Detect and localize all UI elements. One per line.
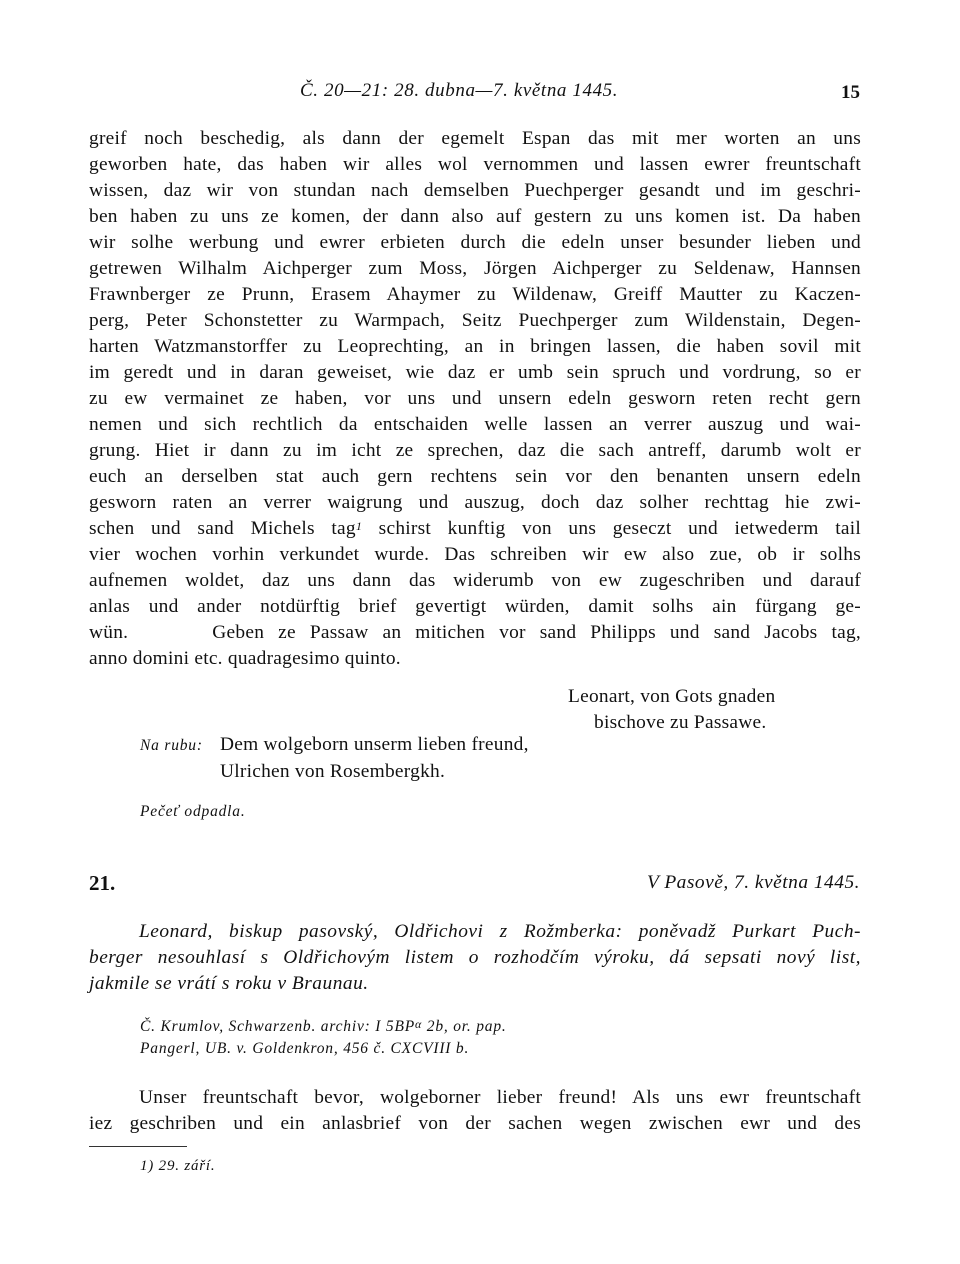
page-header [0, 80, 960, 106]
text-line: wün. Geben ze Passaw an mitichen vor sand Philipps und sand Jacobs tag, [89, 622, 861, 643]
sources [140, 1016, 507, 1060]
running-head: Č. 20—21: 28. dubna—7. května 1445. [300, 80, 619, 101]
endorsement [140, 732, 529, 785]
text-line: aufnemen woldet, daz uns dann das widerumb von ew zugeschriben und darauf [89, 570, 861, 591]
text-line: perg, Peter Schonstetter zu Warmpach, Seitz Puechperger zum Wildenstain, Degen- [89, 310, 861, 331]
seal-note: Pečeť odpadla. [140, 803, 246, 820]
text-segment: schen und sand Michels tag [89, 518, 356, 539]
signature-line: Leonart, von Gots gnaden [568, 686, 776, 707]
text-line: grung. Hiet ir dann zu im icht ze sprechen, daz die sach antreff, darumb wolt er [89, 440, 861, 461]
document-number: 21. [89, 871, 116, 895]
text-line-with-footnote [89, 516, 861, 542]
text-line: wir solhe werbung und ewrer erbieten durch die edeln unser besunder lieben und [89, 232, 861, 253]
source-text: 2b, or. pap. [422, 1018, 507, 1035]
text-line: anno domini etc. quadragesimo quinto. [89, 648, 401, 669]
text-line: anlas und ander notdürftig brief gevertigt würden, damit solhs ain fürgang ge- [89, 596, 861, 617]
footnote: 1) 29. září. [140, 1158, 216, 1174]
signature [568, 684, 775, 736]
text-line: wissen, daz wir von stundan nach demselben Puechperger gesandt und im geschri- [89, 180, 861, 201]
text-line: Frawnberger ze Prunn, Erasem Ahaymer zu Wildenaw, Greiff Mautter zu Kaczen- [89, 284, 861, 305]
text-line: Unser freuntschaft bevor, wolgeborner lieber freund! Als uns ewr freuntschaft [139, 1087, 861, 1108]
text-line: iez geschriben und ein anlasbrief von der sachen wegen zwischen ewr und des [89, 1113, 861, 1134]
letter-21-text [89, 1085, 861, 1137]
text-line: geworben hate, das haben wir alles wol vernommen und lassen ewrer freuntschaft [89, 154, 861, 175]
text-line: nemen und sich rechtlich da entschaiden welle lassen an verrer auszug und wai- [89, 414, 861, 435]
footnote-divider [89, 1146, 187, 1147]
endorsement-label: Na rubu: [140, 737, 203, 754]
source-line: Pangerl, UB. v. Goldenkron, 456 č. CXCVIII b. [140, 1040, 470, 1057]
text-line: zu ew vermainet ze haben, vor uns und unsern edeln gesworn reten recht gern [89, 388, 861, 409]
text-line: harten Watzmanstorffer zu Leoprechting, an in bringen lassen, die haben sovil mit [89, 336, 861, 357]
regest-line: berger nesouhlasí s Oldřichovým listem o rozhodčím výroku, dá sepsati nový list, [89, 947, 861, 968]
source-line [140, 1016, 507, 1038]
source-text: Č. Krumlov, Schwarzenb. archiv: I 5BP [140, 1018, 415, 1035]
endorsement-line: Dem wolgeborn unserm lieben freund, [220, 734, 529, 755]
page-number: 15 [841, 82, 860, 103]
footnote-reference: 1 [355, 519, 363, 533]
text-line: greif noch beschedig, als dann der egemelt Espan das mit mer worten an uns [89, 128, 861, 149]
regest-line: jakmile se vrátí s roku v Braunau. [89, 973, 369, 994]
regest [89, 919, 861, 997]
regest-line: Leonard, biskup pasovský, Oldřichovi z Rožmberka: poněvadž Purkart Puch- [139, 921, 861, 942]
text-line: getrewen Wilhalm Aichperger zum Moss, Jörgen Aichperger zu Seldenaw, Hannsen [89, 258, 861, 279]
endorsement-line: Ulrichen von Rosembergkh. [220, 761, 446, 782]
text-line: im geredt und in daran geweiset, wie daz er umb sein spruch und vordrung, so er [89, 362, 861, 383]
letter-20-text [89, 126, 861, 672]
text-line: vier wochen vorhin verkundet wurde. Das schreiben wir ew also zue, ob ir solhs [89, 544, 861, 565]
text-line: ben haben zu uns ze komen, der dann also auf gestern zu uns komen ist. Da haben [89, 206, 861, 227]
source-superscript: α [414, 1017, 423, 1031]
text-line: gesworn raten an verrer waigrung und auszug, doch daz solher rechttag hie zwi- [89, 492, 861, 513]
text-segment: schirst kunftig von uns geseczt und ietwederm tail [362, 518, 861, 539]
signature-line: bischove zu Passawe. [594, 712, 767, 733]
document-place-date: V Pasově, 7. května 1445. [647, 872, 860, 893]
text-line: euch an derselben stat auch gern rechtens sein vor den benanten unsern edeln [89, 466, 861, 487]
